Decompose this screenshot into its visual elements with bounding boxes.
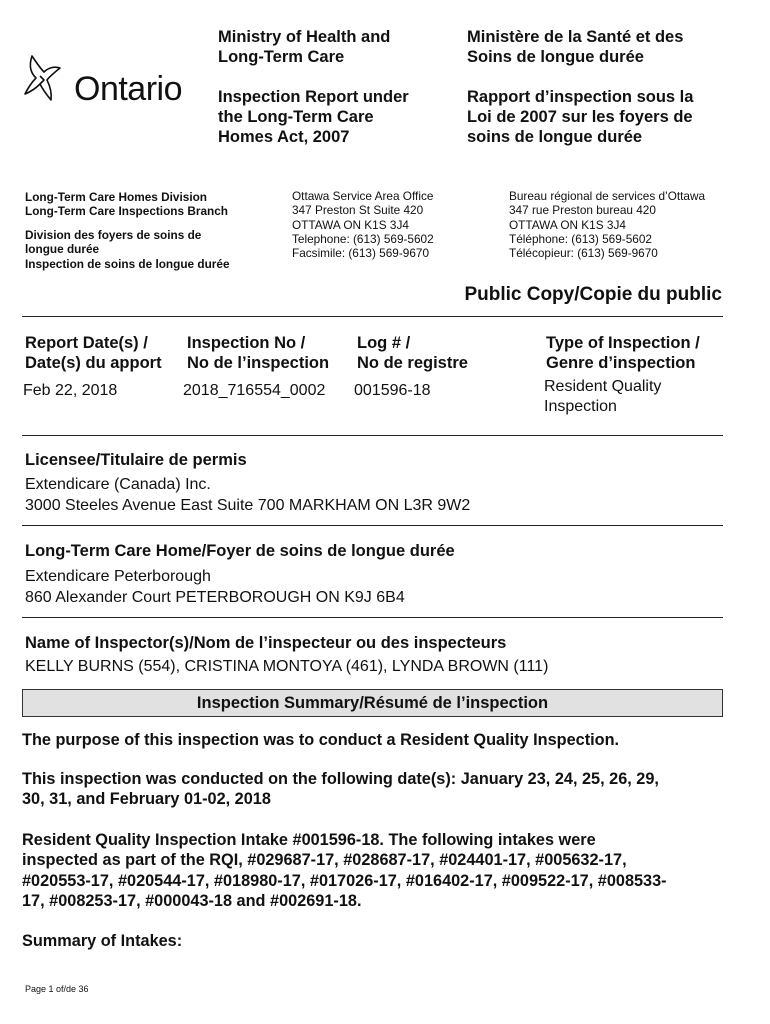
public-copy-title: Public Copy/Copie du public xyxy=(464,284,722,305)
inspection-type-value xyxy=(544,377,661,417)
home-address: 860 Alexander Court PETERBOROUGH ON K9J 6B4 xyxy=(25,589,405,606)
report-fr-line2: Loi de 2007 sur les foyers de xyxy=(467,108,693,126)
inspection-type-value-line1: Resident Quality xyxy=(544,378,662,395)
dates-paragraph xyxy=(22,769,732,810)
ontario-logo xyxy=(22,52,182,114)
division-en-line2: Long-Term Care Inspections Branch xyxy=(25,204,228,219)
division-fr-line2: longue durée xyxy=(25,242,100,257)
dates-line2: 30, 31, and February 01-02, 2018 xyxy=(22,790,271,809)
office-en-line2: 347 Preston St Suite 420 xyxy=(292,203,424,218)
office-fr-line1: Bureau régional de services d’Ottawa xyxy=(509,189,706,203)
intakes-line3: #020553-17, #020544-17, #018980-17, #017026-17, #016402-17, #009522-17, #008533- xyxy=(22,871,667,890)
division-en xyxy=(25,190,228,219)
divider xyxy=(22,525,723,526)
page-number: Page 1 of/de 36 xyxy=(25,984,89,994)
home-name: Extendicare Peterborough xyxy=(25,568,211,585)
office-en xyxy=(292,189,434,260)
home-details xyxy=(25,566,405,608)
division-en-line1: Long-Term Care Homes Division xyxy=(25,190,208,204)
inspection-no-header-fr: No de l’inspection xyxy=(187,354,330,372)
inspection-type-value-line2: Inspection xyxy=(544,398,617,415)
licensee-details xyxy=(25,474,470,516)
inspection-summary-bar: Inspection Summary/Résumé de l’inspection xyxy=(22,689,723,717)
report-en-line2: the Long-Term Care xyxy=(218,108,374,126)
office-fr-line2: 347 rue Preston bureau 420 xyxy=(509,203,656,218)
intakes-line1: Resident Quality Inspection Intake #001596-18. The following intakes were xyxy=(22,831,596,849)
divider xyxy=(22,435,723,436)
office-fr xyxy=(509,189,705,260)
report-fr-line1: Rapport d’inspection sous la xyxy=(467,88,694,106)
division-fr-line1: Division des foyers de soins de xyxy=(25,228,202,242)
summary-of-intakes xyxy=(22,931,732,951)
office-en-line4: Telephone: (613) 569-5602 xyxy=(292,231,434,246)
office-fr-line4: Téléphone: (613) 569-5602 xyxy=(509,231,652,246)
divider xyxy=(22,617,723,618)
dates-line1: This inspection was conducted on the following date(s): January 23, 24, 25, 26, 29, xyxy=(22,770,659,788)
inspection-no-header-en: Inspection No / xyxy=(187,334,306,352)
inspection-type-header xyxy=(546,333,700,373)
header-fr xyxy=(467,27,693,147)
report-date-value: Feb 22, 2018 xyxy=(23,382,118,399)
purpose-line1: The purpose of this inspection was to conduct a Resident Quality Inspection. xyxy=(22,731,620,749)
intakes-paragraph xyxy=(22,830,732,911)
report-date-header xyxy=(25,333,162,373)
divider xyxy=(22,316,723,317)
licensee-label: Licensee/Titulaire de permis xyxy=(25,451,247,469)
logo-wordmark: Ontario xyxy=(74,70,182,108)
purpose-paragraph xyxy=(22,730,732,750)
intakes-line2: inspected as part of the RQI, #029687-17, #028687-17, #024401-17, #005632-17, xyxy=(22,851,627,870)
licensee-name: Extendicare (Canada) Inc. xyxy=(25,476,211,493)
inspectors-names: KELLY BURNS (554), CRISTINA MONTOYA (461), LYNDA BROWN (111) xyxy=(25,658,549,675)
inspection-no-value: 2018_716554_0002 xyxy=(183,382,326,399)
office-en-line5: Facsimile: (613) 569-9670 xyxy=(292,246,430,261)
office-en-line3: OTTAWA ON K1S 3J4 xyxy=(292,217,409,232)
division-fr-line3: Inspection de soins de longue durée xyxy=(25,256,230,271)
header-en xyxy=(218,27,409,147)
report-en-line3: Homes Act, 2007 xyxy=(218,128,350,146)
inspectors-label: Name of Inspector(s)/Nom de l’inspecteur ou des inspecteurs xyxy=(25,634,507,652)
ministry-en-line1: Ministry of Health and xyxy=(218,28,391,46)
division-fr xyxy=(25,228,230,271)
office-fr-line3: OTTAWA ON K1S 3J4 xyxy=(509,217,626,232)
home-label: Long-Term Care Home/Foyer de soins de longue durée xyxy=(25,542,455,560)
inspection-no-header xyxy=(187,333,329,373)
ministry-fr-line1: Ministère de la Santé et des xyxy=(467,28,684,46)
ministry-en-line2: Long-Term Care xyxy=(218,48,345,66)
office-fr-line5: Télécopieur: (613) 569-9670 xyxy=(509,246,658,261)
ministry-fr-line2: Soins de longue durée xyxy=(467,48,644,66)
report-date-header-en: Report Date(s) / xyxy=(25,334,148,352)
report-en-line1: Inspection Report under xyxy=(218,88,409,106)
summary-of-intakes-heading: Summary of Intakes: xyxy=(22,932,183,950)
licensee-address: 3000 Steeles Avenue East Suite 700 MARKHAM ON L3R 9W2 xyxy=(25,497,471,514)
log-no-header-fr: No de registre xyxy=(357,354,468,372)
inspection-type-header-en: Type of Inspection / xyxy=(546,334,700,352)
report-fr-line3: soins de longue durée xyxy=(467,128,643,146)
office-en-line1: Ottawa Service Area Office xyxy=(292,189,434,203)
log-no-header-en: Log # / xyxy=(357,334,411,352)
intakes-line4: 17, #008253-17, #000043-18 and #002691-18. xyxy=(22,891,362,910)
report-date-header-fr: Date(s) du apport xyxy=(25,354,162,372)
inspection-type-header-fr: Genre d’inspection xyxy=(546,354,696,372)
log-no-value: 001596-18 xyxy=(354,382,431,399)
log-no-header xyxy=(357,333,468,373)
